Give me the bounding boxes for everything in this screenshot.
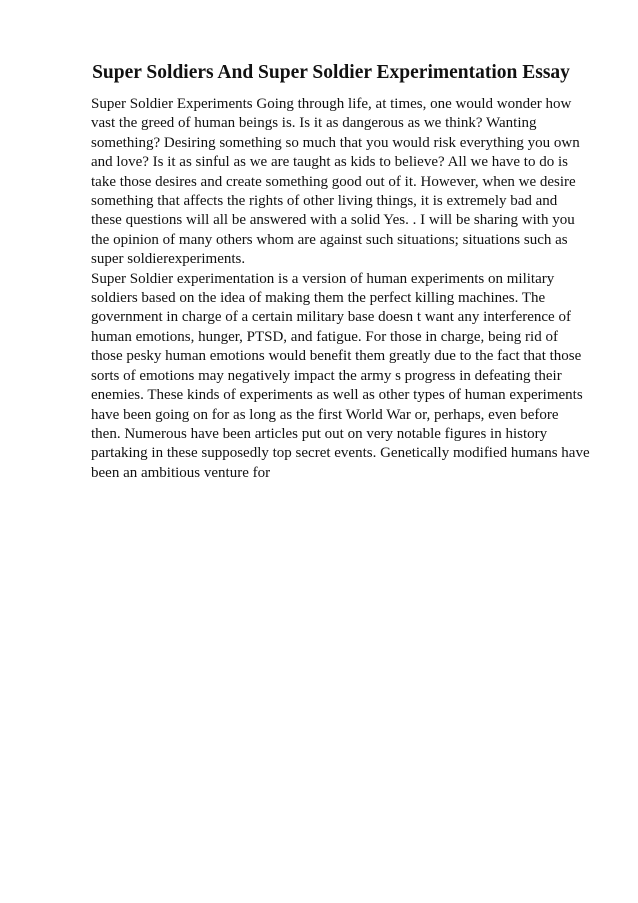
essay-body xyxy=(91,95,591,483)
essay-paragraph-2: Super Soldier experimentation is a version of human experiments on military soldiers based on the idea of making them the perfect killing machines. The government in charge of a certain military base doesn t want any interference of human emotions, hunger, PTSD, and fatigue. For those in charge, being rid of those pesky human emotions would benefit them greatly due to the fact that those sorts of emotions may negatively impact the army s progress in defeating their enemies. These kinds of experiments as well as other types of human experiments have been going on for as long as the first World War or, perhaps, even before then. Numerous have been articles put out on very notable figures in history partaking in these supposedly top secret events. Genetically modified humans have been an ambitious venture for xyxy=(91,270,590,481)
essay-paragraph-1: Super Soldier Experiments Going through life, at times, one would wonder how vast the greed of human beings is. Is it as dangerous as we think? Wanting something? Desiring something so much that you would risk everything you own and love? Is it as sinful as we are taught as kids to believe? All we have to do is take those desires and create something good out of it. However, when we desire something that affects the rights of other living things, it is extremely bad and these questions will all be answered with a solid Yes. . I will be sharing with you the opinion of many others whom are against such situations; situations such as super soldierexperiments. xyxy=(91,96,580,268)
essay-title: Super Soldiers And Super Soldier Experimentation Essay xyxy=(92,62,570,83)
